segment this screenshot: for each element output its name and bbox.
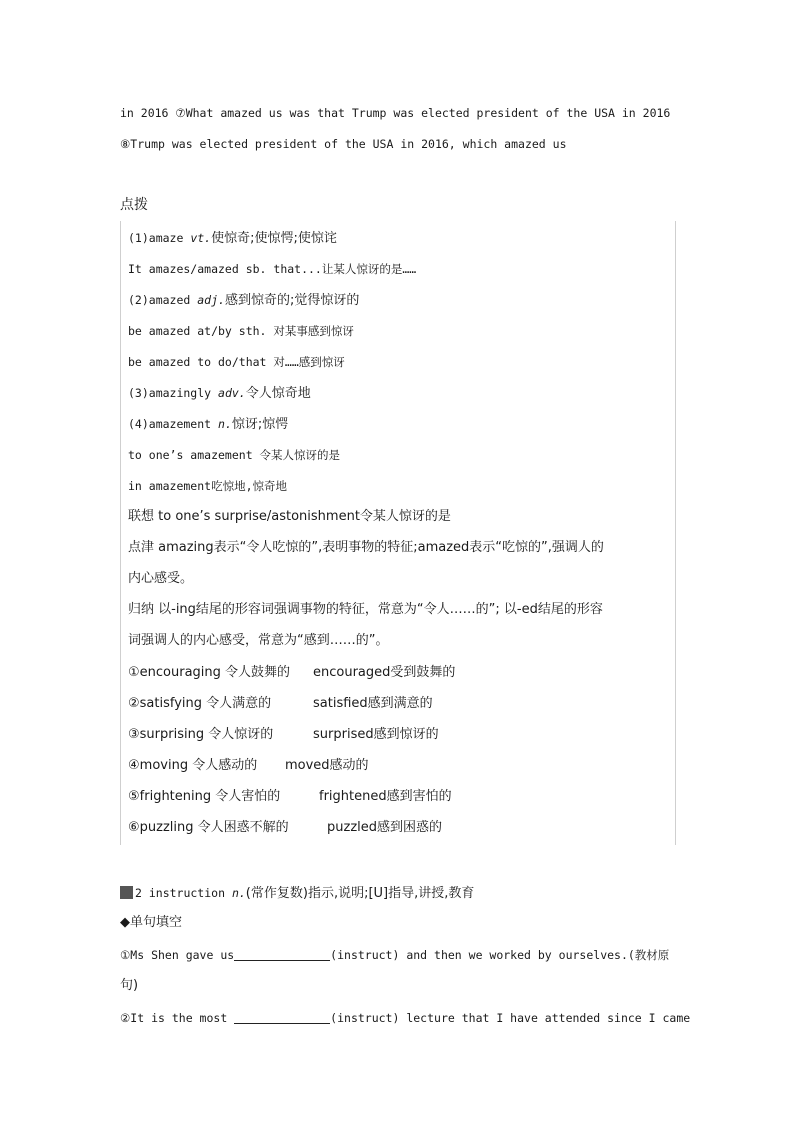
answer-blank-2[interactable] [234,1011,330,1024]
pair-a-4: ④moving 令人感动的 [128,758,258,773]
section-square-icon [120,886,133,899]
tip-note-line1: 点津 amazing表示“令人吃惊的”,表明事物的特征;amazed表示“吃惊的”,强调人的 [128,540,604,555]
question-1: ①Ms Shen gave us (instruct) and then we worked by ourselves.(教材原 [120,948,670,962]
section-heading-tips: 点拨 [120,197,148,213]
section-2-title: 2 instruction n.(常作复数)指示,说明;[U]指导,讲授,教育 [120,884,474,903]
tip-amazement: (4)amazement n.惊讶;惊愕 [128,417,289,432]
pair-b-5: frightened感到害怕的 [319,789,452,804]
answer-line-8: ⑧Trump was elected president of the USA in 2016, which amazed us [120,137,567,151]
question-2: ②It is the most (instruct) lecture that I have attended since I came [120,1011,691,1025]
pair-a-6: ⑥puzzling 令人困惑不解的 [128,820,289,835]
tip-amaze: (1)amaze vt.使惊奇;使惊愕;使惊诧 [128,231,337,246]
pair-b-1: encouraged受到鼓舞的 [313,665,456,680]
tip-note-line2: 内心感受。 [128,571,194,586]
tip-amazingly: (3)amazingly adv.令人惊奇地 [128,386,311,401]
tip-in-amazement: in amazement吃惊地,惊奇地 [128,479,288,493]
tip-summary-line2: 词强调人的内心感受，常意为“感到……的”。 [128,633,389,648]
tip-amazed-to: be amazed to do/that 对……感到惊讶 [128,355,345,369]
pair-a-5: ⑤frightening 令人害怕的 [128,789,281,804]
tip-amazed-at: be amazed at/by sth. 对某事感到惊讶 [128,324,354,338]
tip-association: 联想 to one’s surprise/astonishment令某人惊讶的是 [128,509,451,524]
pair-a-2: ②satisfying 令人满意的 [128,696,272,711]
tip-to-ones-amazement: to one’s amazement 令某人惊讶的是 [128,448,341,462]
tips-box [120,221,676,845]
answer-blank-1[interactable] [234,948,330,961]
pair-a-3: ③surprising 令人惊讶的 [128,727,274,742]
pair-b-2: satisfied感到满意的 [313,696,433,711]
pair-b-6: puzzled感到困惑的 [327,820,443,835]
pair-a-1: ①encouraging 令人鼓舞的 [128,665,291,680]
tip-it-amazes: It amazes/amazed sb. that...让某人惊讶的是…… [128,262,417,276]
answer-line-7: in 2016 ⑦What amazed us was that Trump was elected president of the USA in 2016 [120,106,671,120]
pair-b-3: surprised感到惊讶的 [313,727,439,742]
tip-amazed: (2)amazed adj.感到惊奇的;觉得惊讶的 [128,293,360,308]
tip-summary-line1: 归纳 以-ing结尾的形容词强调事物的特征，常意为“令人……的”; 以-ed结尾的形容 [128,602,603,617]
subheading-fill-blank: ◆单句填空 [120,915,182,930]
question-1-cont: 句) [120,978,139,993]
pair-b-4: moved感动的 [285,758,369,773]
